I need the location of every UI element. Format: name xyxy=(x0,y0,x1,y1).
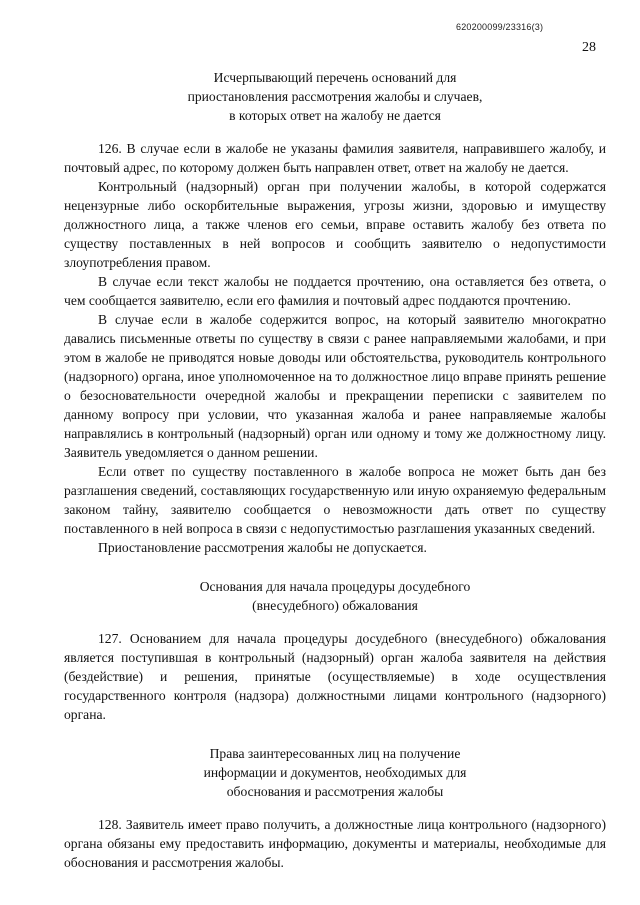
heading-line: в которых ответ на жалобу не дается xyxy=(229,108,441,123)
paragraph-127: 127. Основанием для начала процедуры досудебного (внесудебного) обжалования является поступившая в контрольный (надзорный) орган жалоба заявителя на действия (бездействие) и решения, принятые (осуществляемые) в ходе осуществления государственного контроля (надзора) должностными лицами контрольного (надзорного) органа. xyxy=(64,631,606,722)
document-body xyxy=(64,68,606,872)
heading-line: обоснования и рассмотрения жалобы xyxy=(226,784,444,799)
paragraph-unreadable-complaint: В случае если текст жалобы не поддается прочтению, она оставляется без ответа, о чем сообщается заявителю, если его фамилия и почтовый адрес поддаются прочтению. xyxy=(64,274,606,308)
section-heading-grounds-for-suspension xyxy=(64,68,606,125)
heading-line: информации и документов, необходимых для xyxy=(203,765,467,780)
section-heading-grounds-for-appeal xyxy=(64,577,606,615)
section-heading-rights-to-information xyxy=(64,744,606,801)
paragraph-no-suspension: Приостановление рассмотрения жалобы не допускается. xyxy=(98,540,427,555)
paragraph-secret-information: Если ответ по существу поставленного в жалобе вопроса не может быть дан без разглашения сведений, составляющих государственную или иную охраняемую федеральным законом тайну, заявителю сообщается о невозможности дать ответ по существу поставленного в ней вопроса в связи с недопустимостью разглашения указанных сведений. xyxy=(64,464,606,536)
heading-line: Права заинтересованных лиц на получение xyxy=(209,746,461,761)
paragraph-128: 128. Заявитель имеет право получить, а должностные лица контрольного (надзорного) органа обязаны ему предоставить информацию, документы и материалы, необходимые для обоснования и рассмотрения жалобы. xyxy=(64,817,606,870)
heading-line: Исчерпывающий перечень оснований для xyxy=(213,70,457,85)
page-number: 28 xyxy=(582,40,596,55)
paragraph-126: 126. В случае если в жалобе не указаны фамилия заявителя, направившего жалобу, и почтовый адрес, по которому должен быть направлен ответ, ответ на жалобу не дается. xyxy=(64,141,606,175)
paragraph-repeated-complaint: В случае если в жалобе содержится вопрос, на который заявителю многократно давались письменные ответы по существу в связи с ранее направляемыми жалобами, и при этом в жалобе не приводятся новые доводы или обстоятельства, руководитель контрольного (надзорного) органа, иное уполномоченное на то должностное лицо вправе принять решение о безосновательности очередной жалобы и прекращении переписки с заявителем по данному вопросу при условии, что указанная жалоба и ранее направляемые жалобы направлялись в контрольный (надзорный) орган или одному и тому же должностному лицу. Заявитель уведомляется о данном решении. xyxy=(64,312,606,460)
heading-line: (внесудебного) обжалования xyxy=(252,598,418,613)
document-id: 620200099/23316(3) xyxy=(456,22,544,32)
heading-line: Основания для начала процедуры досудебного xyxy=(199,579,471,594)
heading-line: приостановления рассмотрения жалобы и случаев, xyxy=(187,89,483,104)
paragraph-obscene-complaint: Контрольный (надзорный) орган при получении жалобы, в которой содержатся нецензурные либо оскорбительные выражения, угрозы жизни, здоровью и имуществу должностного лица, а также членов его семьи, вправе оставить жалобу без ответа по существу поставленных в ней вопросов и сообщить заявителю о недопустимости злоупотребления правом. xyxy=(64,179,606,270)
